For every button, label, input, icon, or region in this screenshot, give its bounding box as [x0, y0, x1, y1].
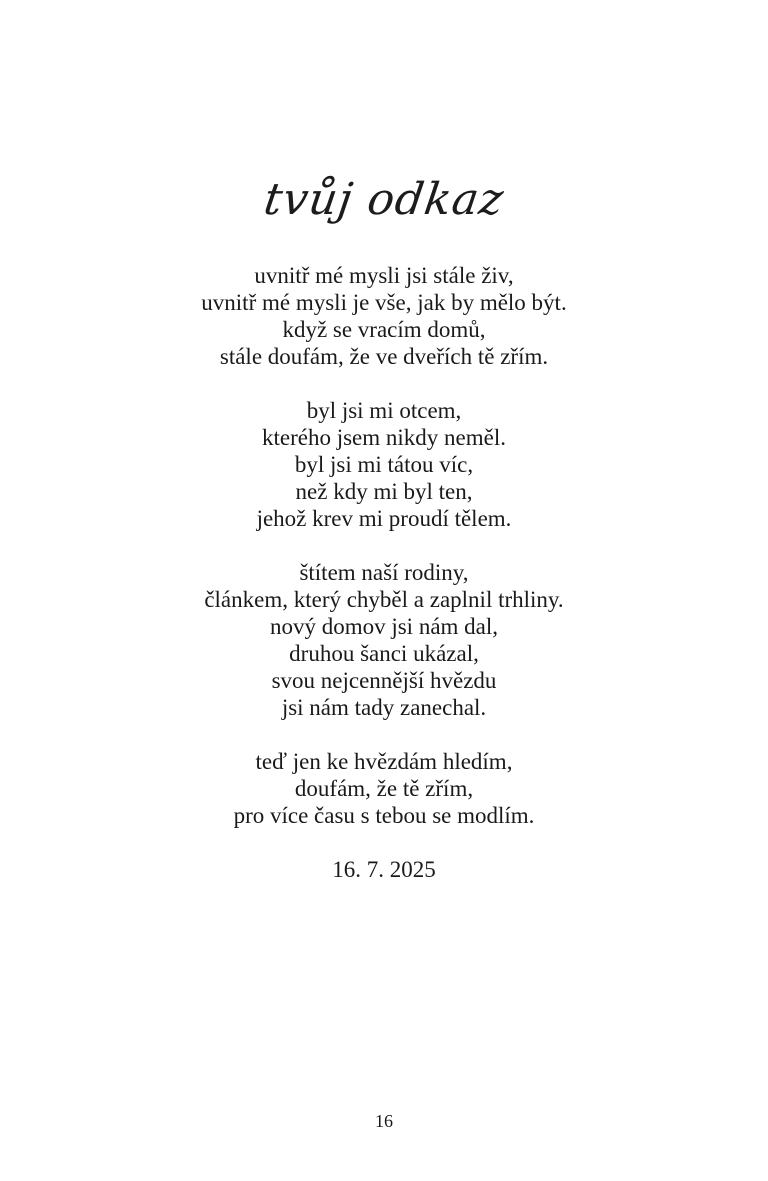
poem-line: pro více času s tebou se modlím. — [233, 803, 535, 828]
poem-line: doufám, že tě zřím, — [294, 776, 474, 801]
poem-line: stále doufám, že ve dveřích tě zřím. — [219, 344, 549, 369]
poem-line: kterého jsem nikdy neměl. — [262, 425, 506, 450]
poem-line: když se vracím domů, — [282, 317, 486, 342]
poem-line: nový domov jsi nám dal, — [269, 614, 499, 639]
poem-line: štítem naší rodiny, — [299, 560, 469, 585]
poem-line: druhou šanci ukázal, — [289, 641, 479, 666]
poem-line: článkem, který chyběl a zaplnil trhliny. — [204, 587, 564, 612]
poem-date: 16. 7. 2025 — [332, 857, 436, 882]
poem-line: teď jen ke hvězdám hledím, — [255, 749, 513, 774]
poem-body — [0, 262, 768, 883]
stanza-3 — [0, 559, 768, 721]
poem-line: byl jsi mi otcem, — [306, 398, 462, 423]
stanza-4 — [0, 748, 768, 829]
poem-line: byl jsi mi tátou víc, — [294, 452, 474, 477]
stanza-2 — [0, 397, 768, 532]
poem-line: než kdy mi byl ten, — [295, 479, 473, 504]
page-number: 16 — [375, 1111, 393, 1131]
poem-line: uvnitř mé mysli je vše, jak by mělo být. — [201, 290, 567, 315]
stanza-1 — [0, 262, 768, 370]
poem-line: jsi nám tady zanechal. — [281, 695, 487, 720]
poem-line: svou nejcennější hvězdu — [271, 668, 497, 693]
poem-title: tvůj odkaz — [260, 174, 508, 225]
poem-line: uvnitř mé mysli jsi stále živ, — [254, 263, 514, 288]
poem-line: jehož krev mi proudí tělem. — [256, 506, 512, 531]
